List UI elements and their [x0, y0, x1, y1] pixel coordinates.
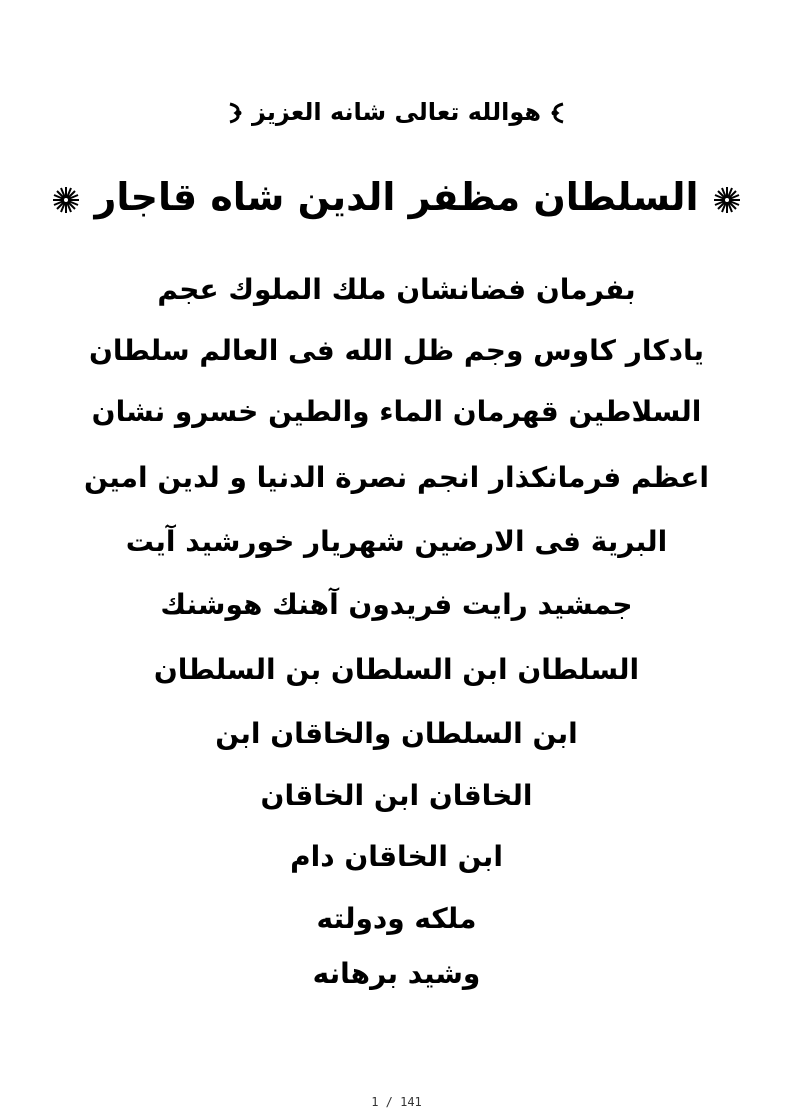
- star-flower-icon: [712, 185, 742, 215]
- text-line: السلطان ابن السلطان بن السلطان: [153, 653, 640, 686]
- floral-bracket-icon: [226, 102, 244, 124]
- text-line: اعظم فرمانکذار انجم نصرة الدنیا و لدین امین: [84, 461, 709, 494]
- text-line: وشید برهانه: [312, 957, 481, 990]
- text-line: جمشید رایت فریدون آهنك هوشنك: [160, 588, 633, 621]
- floral-bracket-icon: [549, 102, 567, 124]
- text-line: الخاقان ابن الخاقان: [260, 779, 533, 812]
- title-text: السلطان مظفر الدين شاه قاجار: [94, 175, 699, 219]
- text-line: السلاطین قهرمان الماء والطین خسرو نشان: [91, 395, 702, 428]
- invocation-heading: [0, 100, 793, 124]
- text-line: یادکار کاوس وجم ظل الله فى العالم سلطان: [88, 334, 705, 367]
- text-line: ابن الخاقان دام: [290, 840, 503, 873]
- text-line: بفرمان فضانشان ملك الملوك عجم: [157, 273, 636, 306]
- page-indicator: 1 / 141: [371, 1095, 422, 1109]
- text-line: ابن السلطان والخاقان ابن: [215, 717, 578, 750]
- sultan-title: [20, 175, 773, 219]
- star-flower-icon: [51, 185, 81, 215]
- text-line: البریة فى الارضین شهریار خورشید آیت: [125, 525, 668, 558]
- text-line: ملكه ودولته: [316, 902, 477, 935]
- invocation-text: هوالله تعالى شانه العزيز: [251, 98, 542, 126]
